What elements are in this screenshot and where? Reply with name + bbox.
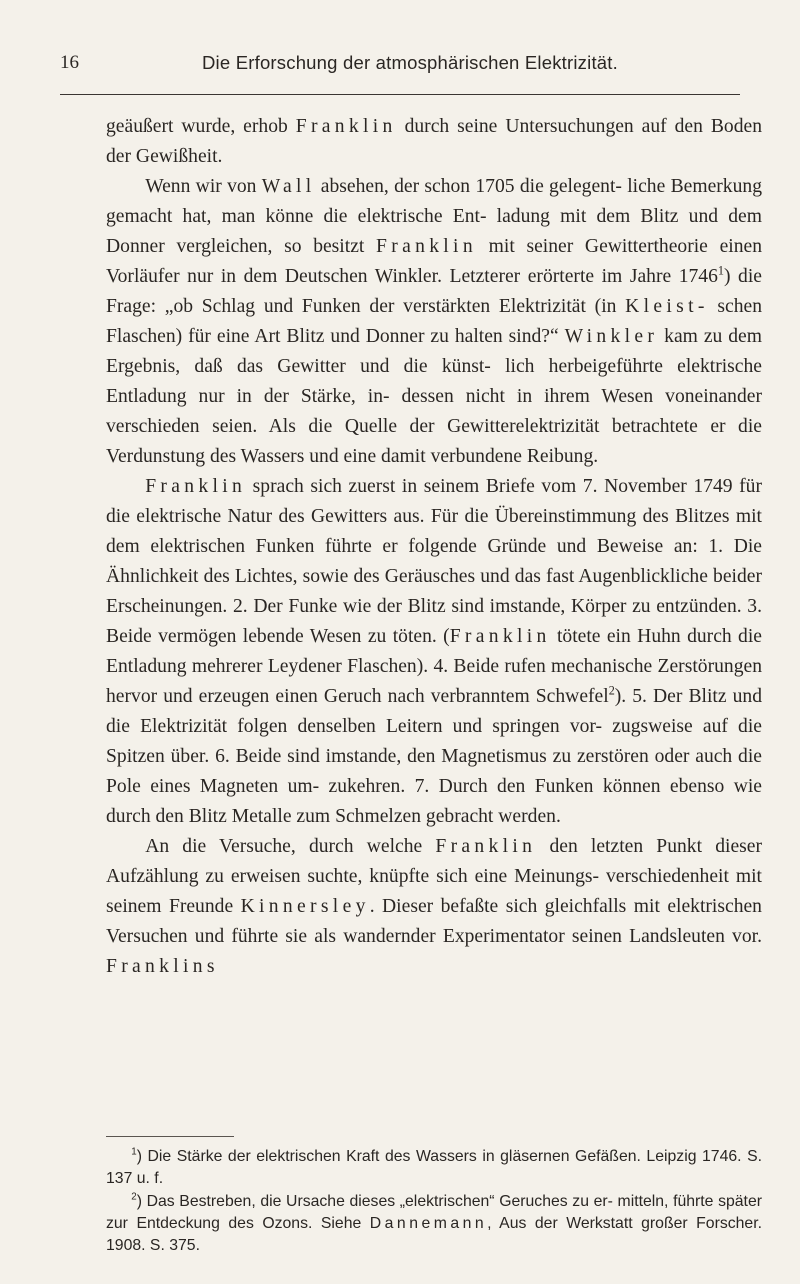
footnote (106, 1146, 762, 1191)
footnotes (106, 1146, 762, 1257)
running-title: Die Erforschung der atmosphärischen Elektrizität. (202, 52, 618, 73)
spaced-name: Franklins (106, 956, 219, 977)
text-run: geäußert wurde, erhob (106, 116, 296, 137)
text-run: ) Das Bestreben, die Ursache dieses „elektrischen“ Geruches zu er- mitteln, führte später zur Entdeckung des Ozons. Siehe (106, 1192, 762, 1232)
body-text (106, 112, 762, 982)
footnote (106, 1191, 762, 1258)
text-run: mit seiner Gewittertheorie einen Vorläufer nur in dem Deutschen Winkler. Letzterer erörterte im Jahre 1746 (106, 236, 762, 287)
text-run: ). 5. Der Blitz und die Elektrizität folgen denselben Leitern und springen vor- zugsweise auf die Spitzen über. 6. Beide sind imstande, den Magnetismus zu zerstören oder auch die Pole eines Magneten um- zukehren. 7. Durch den Funken können ebenso wie durch den Blitz Metalle zum Schmelzen gebracht werden. (106, 686, 763, 827)
text-run: ) die Frage: „ob Schlag und Funken der verstärkten Elektrizität (in (106, 266, 762, 317)
spaced-name: Kinnersley (240, 896, 370, 917)
footnote-marker: 1 (717, 263, 724, 278)
paragraph (106, 172, 762, 472)
text-run: sprach sich zuerst in seinem Briefe vom 7. November 1749 für die elektrische Natur des Gewitters aus. Für die Übereinstimmung des Blitzes mit dem elektrischen Funken führte er folgende Gründe und Beweise an: 1. Die Ähnlichkeit des Lichtes, sowie des Geräusches und das fast Augenblickliche beider Erscheinungen. 2. Der Funke wie der Blitz sind imstande, Körper zu entzünden. 3. Beide vermögen lebende Wesen zu töten. ( (106, 476, 762, 647)
footnote-marker: 2 (608, 683, 615, 698)
spaced-name: Franklin (435, 836, 537, 857)
spaced-name: Wall (261, 176, 316, 197)
spaced-name: Franklin (376, 236, 477, 257)
paragraph (106, 832, 762, 982)
text-run: durch seine Untersuchungen auf den Boden der Gewißheit. (106, 116, 762, 167)
spaced-name: Franklin (449, 626, 551, 647)
text-run: ) Die Stärke der elektrischen Kraft des Wassers in gläsernen Gefäßen. Leipzig 1746. S. 137 u. f. (106, 1148, 762, 1188)
spaced-name: Franklin (145, 476, 247, 497)
text-run: tötete ein Huhn durch die Entladung mehrerer Leydener Flaschen). 4. Beide rufen mechanische Zerstörungen hervor und erzeugen einen Geruch nach verbranntem Schwefel (106, 626, 762, 707)
text-run: Wenn wir von (145, 176, 262, 197)
text-run: kam zu dem Ergebnis, daß das Gewitter und die künst- lich herbeigeführte elektrische Entladung nur in der Stärke, in- dessen nicht in ihrem Wesen voneinander verschieden seien. Als die Quelle der Gewitterelektrizität betrachtete er die Verdunstung des Wassers und eine damit verbundene Reibung. (106, 326, 762, 467)
spaced-name: Franklin (295, 116, 397, 137)
paragraph (106, 472, 762, 832)
text-run: den letzten Punkt dieser Aufzählung zu erweisen suchte, knüpfte sich eine Meinungs- verschiedenheit mit seinem Freunde (106, 836, 762, 917)
footnote-marker: 1 (131, 1146, 137, 1158)
spaced-name: Dannemann (369, 1214, 488, 1232)
spaced-name: Winkler (564, 326, 659, 347)
footnote-marker: 2 (131, 1191, 137, 1203)
text-run: An die Versuche, durch welche (145, 836, 436, 857)
page-number: 16 (60, 52, 79, 73)
text-run: absehen, der schon 1705 die gelegent- liche Bemerkung gemacht hat, man könne die elektrische Ent- ladung mit dem Blitz und dem Donner vergleichen, so besitzt (106, 176, 762, 257)
paragraph (106, 112, 762, 172)
text-run: schen Flaschen) für eine Art Blitz und Donner zu halten sind?“ (106, 296, 762, 347)
text-run: . Dieser befaßte sich gleichfalls mit elektrischen Versuchen und führte sie als wandernder Experimentator seinen Landsleuten vor. (106, 896, 762, 947)
spaced-name: Kleist- (625, 296, 709, 317)
running-head (60, 52, 740, 95)
text-run: , Aus der Werkstatt großer Forscher. 1908. S. 375. (106, 1214, 762, 1255)
footnote-divider (106, 1136, 234, 1137)
